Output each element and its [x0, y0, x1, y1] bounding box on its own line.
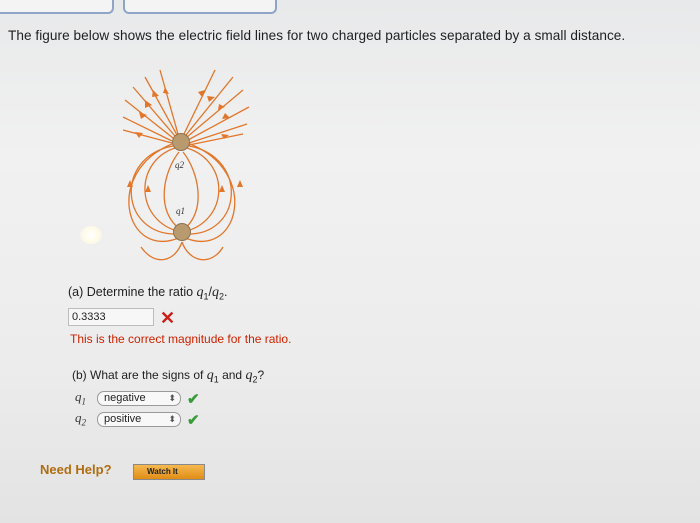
need-help-label: Need Help?	[40, 462, 112, 477]
part-a-q1: q	[196, 285, 204, 300]
part-b-q1-sub: 1	[213, 374, 219, 385]
q2-sign-label: $q_2$	[75, 410, 86, 428]
feedback-message: This is the correct magnitude for the ratio.	[70, 332, 292, 346]
part-b-question	[72, 368, 264, 384]
q2-sign-value: positive	[104, 413, 142, 425]
part-b-q2: q	[245, 368, 253, 383]
q1-sign-select[interactable]	[97, 391, 181, 406]
part-b-q1: q	[206, 368, 214, 383]
check-icon: ✔	[187, 391, 200, 408]
wrong-x-icon: ✕	[160, 308, 176, 328]
part-a-suffix: .	[224, 285, 228, 299]
select-arrows-icon: ⬍	[168, 393, 176, 403]
watch-it-button[interactable]: Watch It	[133, 464, 205, 480]
part-b-and: and	[218, 368, 246, 382]
part-a-q1-sub: 1	[203, 291, 209, 302]
select-arrows-icon: ⬍	[168, 414, 176, 424]
top-tab-left[interactable]	[0, 0, 114, 14]
q2-sign-select[interactable]	[97, 412, 181, 427]
part-b-suffix: ?	[257, 368, 265, 382]
charge-bottom-label: q1	[176, 206, 185, 216]
part-b-prefix: (b) What are the signs of	[72, 368, 207, 382]
q1-sign-label: $q_1$	[75, 389, 86, 407]
part-a-question	[68, 285, 228, 302]
part-a-prefix: (a) Determine the ratio	[68, 285, 197, 299]
part-a-slash: /	[208, 285, 213, 299]
ratio-answer-input[interactable]: 0.3333	[68, 308, 154, 326]
top-tab-right[interactable]	[123, 0, 277, 14]
part-a-q2-sub: 2	[219, 291, 225, 302]
q1-sign-value: negative	[104, 392, 146, 404]
charge-top-label: q2	[175, 160, 184, 170]
check-icon: ✔	[187, 412, 200, 429]
part-b-q2-sub: 2	[252, 374, 258, 385]
light-glare	[80, 226, 102, 244]
part-a-q2: q	[212, 285, 220, 300]
electric-field-figure	[115, 62, 265, 272]
question-text: The figure below shows the electric field lines for two charged particles separated by a small distance.	[8, 28, 626, 43]
